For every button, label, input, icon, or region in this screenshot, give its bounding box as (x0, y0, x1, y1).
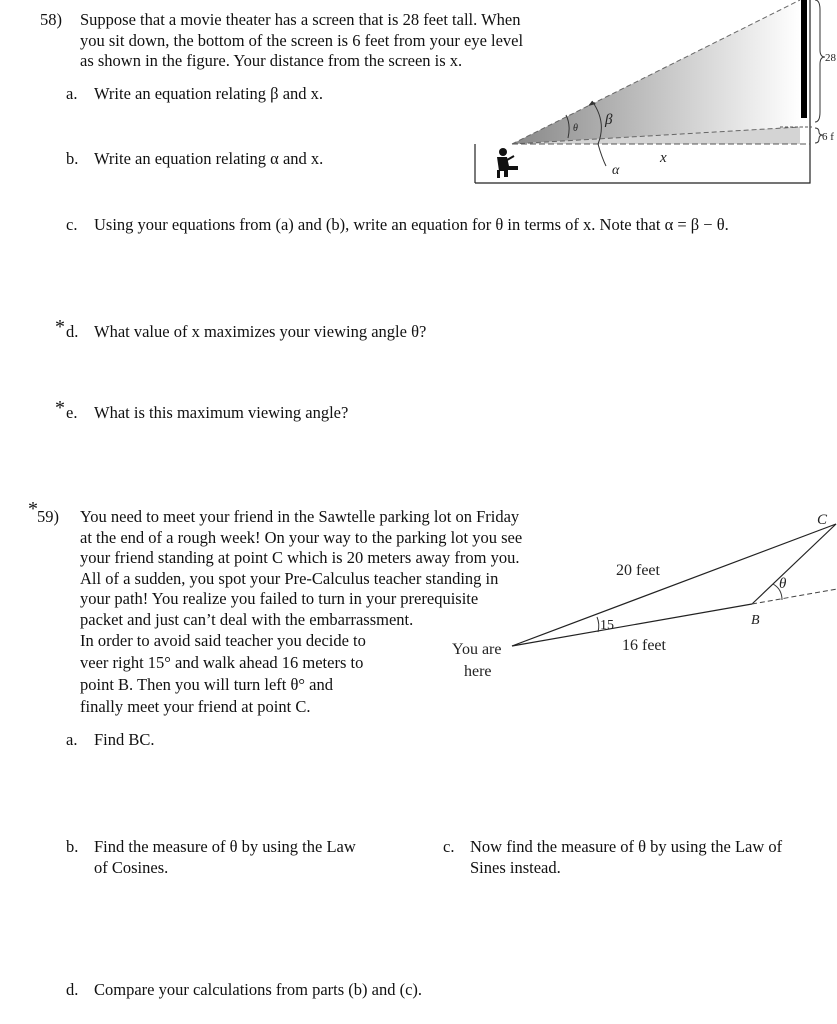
theta-label-b: θ (779, 576, 787, 592)
p59-a-label: a. (66, 730, 78, 749)
p59-c-line-2: Sines instead. (470, 857, 561, 877)
distance-x-label: x (660, 150, 667, 166)
p58-c-text: Using your equations from (a) and (b), write an equation for θ in terms of x. Note that α = β − θ. (94, 215, 729, 234)
p59-b-line-2: of Cosines. (94, 857, 169, 877)
p58-d-label: d. (66, 322, 79, 341)
side-16-label: 16 feet (622, 637, 666, 654)
p59-line-9: point B. Then you will turn left θ° and (80, 675, 333, 694)
angle-15-arc (597, 617, 599, 632)
p59-line-10: finally meet your friend at point C. (80, 697, 311, 716)
p59-a-text: Find BC. (94, 730, 155, 749)
p58-line-1: Suppose that a movie theater has a screen that is 28 feet tall. When (80, 10, 521, 29)
p59-line-4: All of a sudden, you spot your Pre-Calculus teacher standing in (80, 568, 499, 588)
p58-figure (0, 0, 837, 190)
p58-b-text: Write an equation relating α and x. (94, 149, 324, 168)
p59-line-5: your path! You realize you failed to turn in your prerequisite (80, 589, 479, 608)
p58-e-text: What is this maximum viewing angle? (94, 403, 349, 422)
p58-number: 58) (40, 10, 62, 29)
p58-a-text: Write an equation relating β and x. (94, 84, 324, 103)
p59-line-6: packet and just can’t deal with the embarrassment. (80, 609, 414, 629)
screen-height-label: 28 (825, 52, 836, 64)
p59-b-label: b. (66, 837, 79, 856)
p59-line-7: In order to avoid said teacher you decide to (80, 631, 366, 650)
theta-label: θ (573, 123, 578, 134)
beta-label: β (605, 112, 613, 128)
here-label: here (464, 663, 492, 680)
point-b-label: B (751, 613, 760, 628)
p59-d-text: Compare your calculations from parts (b) and (c). (94, 980, 423, 999)
p59-b-line-1: Find the measure of θ by using the Law (94, 837, 356, 856)
screen-height-brace (815, 0, 825, 122)
p59-line-2: at the end of a rough week! On your way to the parking lot you see (80, 527, 523, 547)
alpha-arc (598, 144, 606, 166)
side-you-to-c (512, 524, 836, 646)
p58-b-label: b. (66, 149, 79, 168)
p59-line-8: veer right 15° and walk ahead 16 meters to (80, 653, 364, 672)
side-b-to-c (752, 524, 836, 604)
p58-d-text: What value of x maximizes your viewing angle θ? (94, 322, 427, 341)
p59-number: 59) (37, 507, 59, 526)
p58-a-label: a. (66, 84, 78, 103)
p59-line-1: You need to meet your friend in the Sawtelle parking lot on Friday (80, 507, 520, 526)
alpha-label: α (612, 163, 620, 178)
p59-b-text (94, 837, 356, 878)
angle-15-label: 15 (600, 618, 614, 633)
p59-c-text (470, 837, 782, 878)
p58-e-star: * (55, 397, 65, 419)
gap-label: 6 f (822, 131, 834, 143)
moviegoer-icon (497, 148, 518, 178)
p58-line-3: as shown in the figure. Your distance from the screen is x. (80, 51, 463, 70)
p58-c-label: c. (66, 215, 78, 234)
p58-d-star: * (55, 316, 65, 338)
movie-screen (801, 0, 807, 118)
point-c-label: C (817, 512, 828, 528)
p59-figure (0, 500, 837, 700)
p58-e-label: e. (66, 403, 78, 422)
side-20-label: 20 feet (616, 562, 660, 579)
p59-star: * (28, 498, 38, 520)
p59-d-label: d. (66, 980, 79, 999)
you-are-label: You are (452, 641, 502, 658)
p59-line-3: your friend standing at point C which is 20 meters away from you. (80, 548, 520, 567)
p58-line-2: you sit down, the bottom of the screen is 6 feet from your eye level (80, 30, 524, 50)
p59-c-label: c. (443, 837, 455, 856)
p59-c-line-1: Now find the measure of θ by using the Law of (470, 837, 783, 856)
